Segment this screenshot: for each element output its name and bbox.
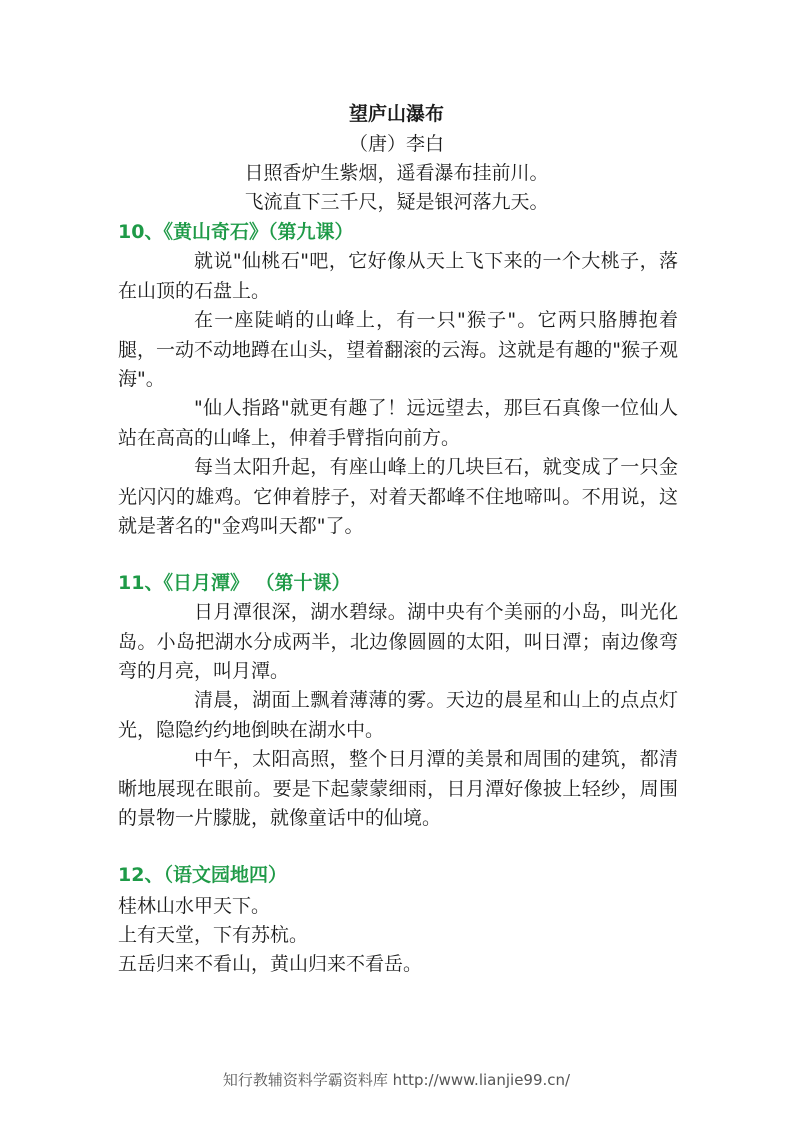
section-11-paragraph-3: 中午，太阳高照，整个日月潭的美景和周围的建筑，都清晰地展现在眼前。要是下起蒙蒙细雨，日月潭好像披上轻纱，周围的景物一片朦胧，就像童话中的仙境。	[118, 748, 678, 829]
section-12-line-3: 五岳归来不看山，黄山归来不看岳。	[118, 953, 423, 975]
section-12-line-2: 上有天堂，下有苏杭。	[118, 924, 309, 946]
section-12-line-1: 桂林山水甲天下。	[118, 895, 271, 917]
section-11-paragraph-2: 清晨，湖面上飘着薄薄的雾。天边的晨星和山上的点点灯光，隐隐约约地倒映在湖水中。	[118, 689, 678, 741]
section-10-paragraph-3: "仙人指路"就更有趣了！远远望去，那巨石真像一位仙人站在高高的山峰上，伸着手臂指向前方。	[118, 397, 678, 449]
poem-author: （唐）李白	[348, 133, 444, 155]
section-12-heading: 12、（语文园地四）	[118, 864, 287, 886]
section-10-paragraph-1: 就说"仙桃石"吧，它好像从天上飞下来的一个大桃子，落在山顶的石盘上。	[118, 250, 678, 302]
poem-line-2: 飞流直下三千尺，疑是银河落九天。	[244, 191, 549, 213]
section-11-paragraph-1: 日月潭很深，湖水碧绿。湖中央有个美丽的小岛，叫光化岛。小岛把湖水分成两半，北边像圆圆的太阳，叫日潭；南边像弯弯的月亮，叫月潭。	[118, 601, 678, 682]
section-10-paragraph-2: 在一座陡峭的山峰上，有一只"猴子"。它两只胳膊抱着腿，一动不动地蹲在山头，望着翻滚的云海。这就是有趣的"猴子观海"。	[118, 309, 678, 390]
section-11-heading: 11、《日月潭》 （第十课）	[118, 572, 351, 594]
poem-line-1: 日照香炉生紫烟，遥看瀑布挂前川。	[244, 162, 549, 184]
section-10-paragraph-4: 每当太阳升起，有座山峰上的几块巨石，就变成了一只金光闪闪的雄鸡。它伸着脖子，对着天都峰不住地啼叫。不用说，这就是著名的"金鸡叫天都"了。	[118, 456, 678, 537]
footer-watermark: 知行教辅资料学霸资料库 http://www.lianjie99.cn/	[222, 1071, 571, 1089]
section-10-heading: 10、《黄山奇石》（第九课）	[118, 221, 354, 243]
poem-title: 望庐山瀑布	[348, 103, 444, 125]
